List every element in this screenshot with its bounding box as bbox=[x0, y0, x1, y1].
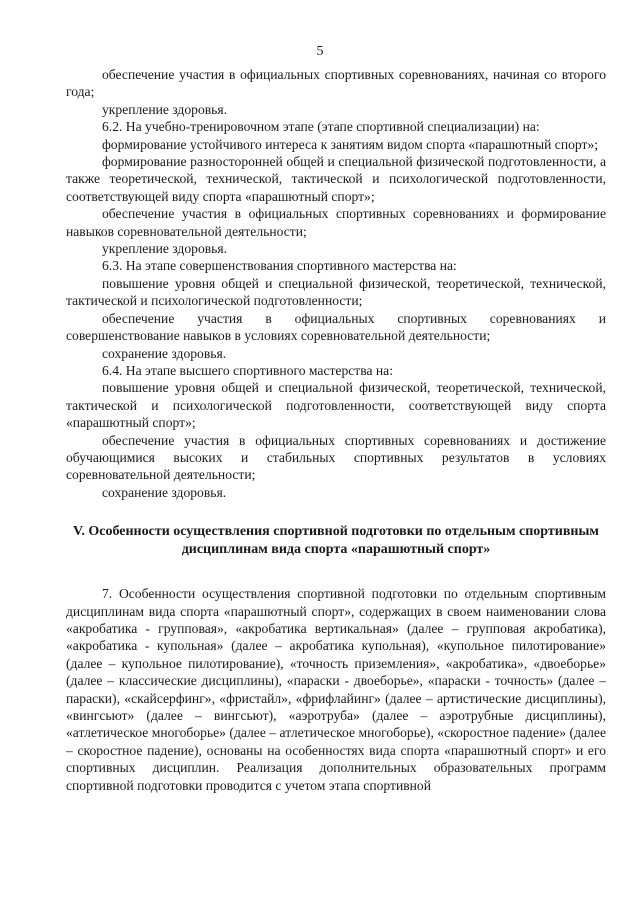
paragraph: обеспечение участия в официальных спортивных соревнованиях и формирование навыков соревновательной деятельности; bbox=[66, 206, 606, 239]
page-number: 5 bbox=[316, 44, 324, 59]
paragraph: формирование разносторонней общей и специальной физической подготовленности, а также теоретической, технической, тактической и психологической подготовленности, соответствующей виду спорта «парашютный спорт»; bbox=[66, 154, 606, 204]
paragraph: обеспечение участия в официальных спортивных соревнованиях, начиная со второго года; bbox=[66, 67, 606, 100]
paragraph: 6.2. На учебно-тренировочном этапе (этапе спортивной специализации) на: bbox=[102, 119, 540, 135]
paragraph: сохранение здоровья. bbox=[102, 484, 227, 500]
paragraph: укрепление здоровья. bbox=[102, 101, 228, 117]
section-heading: V. Особенности осуществления спортивной подготовки по отдельным спортивным дисциплинам вида спорта «парашютный спорт» bbox=[73, 524, 599, 558]
paragraph: 6.4. На этапе высшего спортивного мастерства на: bbox=[102, 362, 393, 378]
document-body bbox=[66, 66, 606, 794]
paragraph: обеспечение участия в официальных спортивных соревнованиях и достижение обучающимися высоких и стабильных спортивных результатов в условиях соревновательной деятельности; bbox=[66, 432, 606, 483]
paragraph: повышение уровня общей и специальной физической, теоретической, технической, тактической и психологической подготовленности; bbox=[66, 275, 606, 309]
paragraph: повышение уровня общей и специальной физической, теоретической, технической, тактической и психологической подготовленности, соответствующей виду спорта «парашютный спорт»; bbox=[66, 380, 606, 431]
paragraph: обеспечение участия в официальных спортивных соревнованиях и совершенствование навыков в условиях соревновательной деятельности; bbox=[66, 310, 606, 344]
paragraph: укрепление здоровья. bbox=[102, 241, 228, 257]
paragraph: 7. Особенности осуществления спортивной подготовки по отдельным спортивным дисциплинам вида спорта «парашютный спорт», содержащих в своем наименовании слова «акробатика - групповая», «акробатика вертикальная» (далее – групповая акробатика), «акробатика - купольная» (далее – акробатика купольная), «купольное пилотирование» (далее – купольное пилотирование), «точность приземления», «акробатика», «двоеборье» (далее – классические дисциплины), «параски - двоеборье», «параски - точность» (далее – параски), «скайсерфинг», «фристайл», «фрифлайинг» (далее – артистические дисциплины), «вингсьют» (далее – вингсьют), «аэротруба» (далее – аэротрубные дисциплины), «атлетическое многоборье» (далее – атлетическое многоборье), «скоростное падение» (далее – скоростное падение), основаны на особенностях вида спорта «парашютный спорт» и его спортивных дисциплин. Реализация дополнительных образовательных программ спортивной подготовки проводится с учетом этапа спортивной bbox=[66, 586, 606, 793]
paragraph: 6.3. На этапе совершенствования спортивного мастерства на: bbox=[102, 258, 457, 274]
paragraph: формирование устойчивого интереса к занятиям видом спорта «парашютный спорт»; bbox=[102, 136, 599, 152]
paragraph: сохранение здоровья. bbox=[102, 345, 227, 361]
